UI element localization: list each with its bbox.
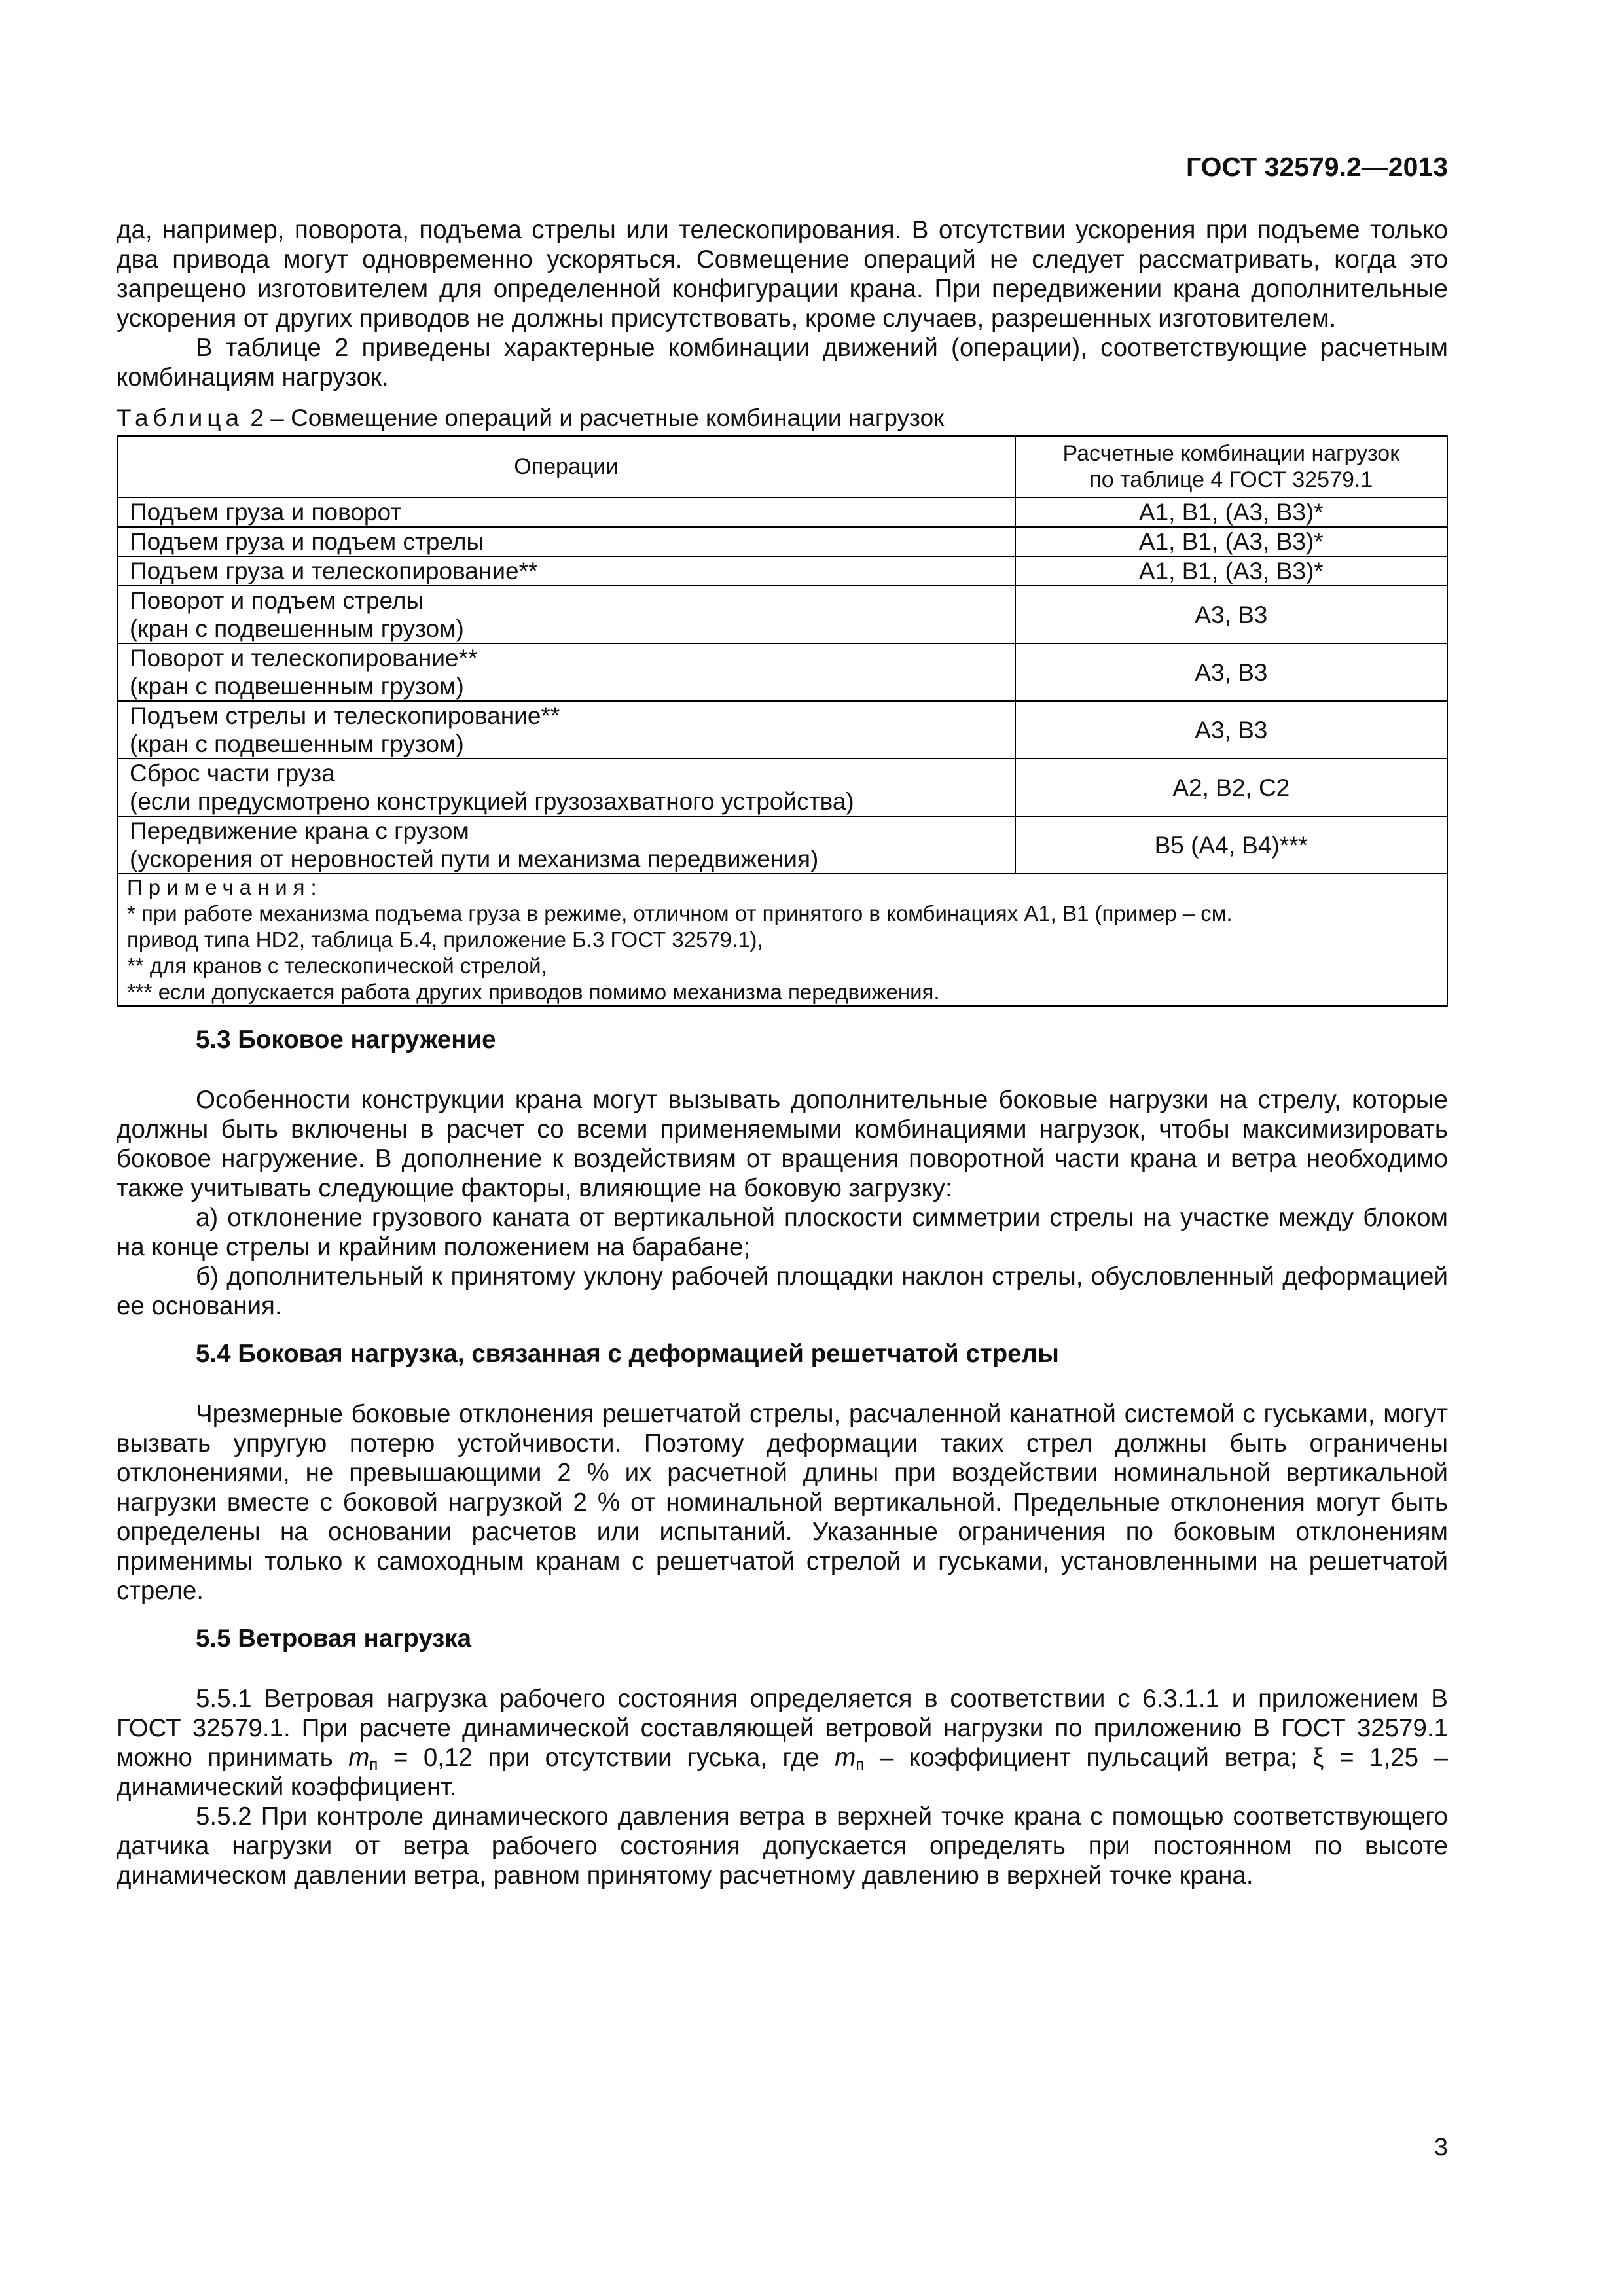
table-row xyxy=(117,643,1447,701)
header-operations: Операции xyxy=(117,436,1015,497)
section-5-3-paragraph: Особенности конструкции крана могут вызывать дополнительные боковые нагрузки на стрелу, которые должны быть включены в расчет со всеми применяемыми комбинациями нагрузок, чтобы максимизировать боковое нагружение. В дополнение к воздействиям от вращения поворотной части крана и ветра необходимо также учитывать следующие факторы, влияющие на боковую загрузку: xyxy=(117,1086,1448,1202)
table-cell-operation xyxy=(117,701,1015,759)
table-cell-operation xyxy=(117,643,1015,701)
section-5-5-1-paragraph xyxy=(117,1684,1448,1802)
operation-line-1: Передвижение крана с грузом xyxy=(130,817,469,844)
operation-line-1: Сброс части груза xyxy=(130,760,335,787)
operation-line-2: (если предусмотрено конструкцией грузозахватного устройства) xyxy=(130,788,854,815)
symbol-m: m xyxy=(835,1744,856,1772)
section-5-5-2-paragraph: 5.5.2 При контроле динамического давления ветра в верхней точке крана с помощью соответствующего датчика нагрузки от ветра рабочего состояния допускается определять при постоянном по высоте динамическом давлении ветра, равном принятому расчетному давлению в верхней точке крана. xyxy=(117,1803,1448,1890)
table-cell-operation: Подъем груза и телескопирование** xyxy=(117,556,1015,586)
text-run: 5.5.1 Ветровая нагрузка рабочего состояния определяется в соответствии с 6.3.1.1 и приложением В ГОСТ 32579.1. При расчете динамической составляющей ветровой нагрузки по приложению В ГОСТ 32579.1 можно принимать xyxy=(117,1685,1448,1772)
note-3: *** если допускается работа других приводов помимо механизма передвижения. xyxy=(127,980,940,1004)
table-header-row xyxy=(117,436,1447,497)
table-cell-combination: A1, B1, (A3, B3)* xyxy=(1015,556,1447,586)
table-cell-operation xyxy=(117,759,1015,816)
text-run: – коэффициент пульсаций ветра; ξ = 1,25 – динамический коэффициент. xyxy=(117,1744,1448,1801)
table-cell-combination: A3, B3 xyxy=(1015,701,1447,759)
section-5-5-heading: 5.5 Ветровая нагрузка xyxy=(196,1624,471,1653)
table-row xyxy=(117,586,1447,643)
table-row xyxy=(117,759,1447,816)
page-number: 3 xyxy=(1434,2134,1448,2161)
intro-paragraph-1: да, например, поворота, подъема стрелы или телескопирования. В отсутствии ускорения при подъеме только два привода могут одновременно ускоряться. Совмещение операций не следует рассматривать, когда это запрещено изготовителем для определенной конфигурации крана. При передвижении крана дополнительные ускорения от других приводов не должны присутствовать, кроме случаев, разрешенных изготовителем. xyxy=(117,216,1448,332)
section-5-3-item-b: б) дополнительный к принятому уклону рабочей площадки наклон стрелы, обусловленный деформацией ее основания. xyxy=(117,1263,1448,1320)
spacer xyxy=(117,1369,1448,1399)
table-caption-title: 2 – Совмещение операций и расчетные комбинации нагрузок xyxy=(244,404,945,431)
table-cell-combination: B5 (A4, B4)*** xyxy=(1015,816,1447,874)
section-5-4-paragraph: Чрезмерные боковые отклонения решетчатой стрелы, расчаленной канатной системой с гуськами, могут вызвать упругую потерю устойчивости. Поэтому деформации таких стрел должны быть ограничены отклонениями, не превышающими 2 % их расчетной длины при воздействии номинальной вертикальной нагрузки вместе с боковой нагрузкой 2 % от номинальной вертикальной. Предельные отклонения могут быть определены на основании расчетов или испытаний. Указанные ограничения по боковым отклонениям применимы только к самоходным кранам с решетчатой стрелой и гуськами, установленными на решетчатой стреле. xyxy=(117,1400,1448,1605)
header-load-combinations xyxy=(1015,436,1447,497)
operation-line-1: Поворот и телескопирование** xyxy=(130,645,478,672)
note-1-line-2: привод типа HD2, таблица Б.4, приложение Б.3 ГОСТ 32579.1), xyxy=(127,927,763,952)
table-row xyxy=(117,527,1447,556)
table-cell-combination: A3, B3 xyxy=(1015,643,1447,701)
text-run: = 0,12 при отсутствии гуська, где xyxy=(378,1744,835,1772)
operation-line-1: Поворот и подъем стрелы xyxy=(130,587,424,614)
table-notes xyxy=(117,874,1447,1006)
spacer xyxy=(117,1054,1448,1085)
section-5-3-heading: 5.3 Боковое нагружение xyxy=(196,1026,496,1054)
subscript-p: п xyxy=(369,1756,378,1774)
table-cell-operation xyxy=(117,816,1015,874)
subscript-p: п xyxy=(856,1756,865,1774)
operations-table xyxy=(117,435,1448,1007)
operation-line-1: Подъем стрелы и телескопирование** xyxy=(130,702,560,729)
table-notes-row xyxy=(117,874,1447,1006)
spacer xyxy=(117,1653,1448,1684)
notes-title: Примечания: xyxy=(127,875,323,899)
spacer xyxy=(117,1321,1448,1339)
table-row xyxy=(117,497,1447,527)
table-cell-combination: A1, B1, (A3, B3)* xyxy=(1015,497,1447,527)
table-cell-operation xyxy=(117,586,1015,643)
table-row xyxy=(117,556,1447,586)
document-designation: ГОСТ 32579.2—2013 xyxy=(1185,152,1448,182)
symbol-m: m xyxy=(348,1744,370,1772)
section-5-4-heading: 5.4 Боковая нагрузка, связанная с деформацией решетчатой стрелы xyxy=(196,1340,1059,1368)
table-caption xyxy=(117,403,1448,433)
header-load-combinations-line-1: Расчетные комбинации нагрузок xyxy=(1062,441,1400,466)
spacer xyxy=(117,1605,1448,1624)
table-row xyxy=(117,816,1447,874)
table-cell-operation: Подъем груза и подъем стрелы xyxy=(117,527,1015,556)
note-1-line-1: * при работе механизма подъема груза в режиме, отличном от принятого в комбинациях A1, B1 (пример – см. xyxy=(127,901,1233,925)
operation-line-2: (кран с подвешенным грузом) xyxy=(130,615,464,642)
operation-line-2: (кран с подвешенным грузом) xyxy=(130,673,464,700)
table-caption-word: Таблица xyxy=(117,404,244,431)
intro-paragraph-2: В таблице 2 приведены характерные комбинации движений (операции), соответствующие расчетным комбинациям нагрузок. xyxy=(117,334,1448,391)
header-load-combinations-line-2: по таблице 4 ГОСТ 32579.1 xyxy=(1089,467,1373,492)
table-cell-combination: A3, B3 xyxy=(1015,586,1447,643)
operation-line-2: (кран с подвешенным грузом) xyxy=(130,730,464,757)
table-cell-combination: A2, B2, C2 xyxy=(1015,759,1447,816)
page-content xyxy=(117,215,1448,1890)
table-row xyxy=(117,701,1447,759)
note-2: ** для кранов с телескопической стрелой, xyxy=(127,954,547,978)
table-cell-combination: A1, B1, (A3, B3)* xyxy=(1015,527,1447,556)
spacer xyxy=(117,1007,1448,1025)
table-cell-operation: Подъем груза и поворот xyxy=(117,497,1015,527)
operation-line-2: (ускорения от неровностей пути и механизма передвижения) xyxy=(130,846,819,872)
section-5-3-item-a: а) отклонение грузового каната от вертикальной плоскости симметрии стрелы на участке между блоком на конце стрелы и крайним положением на барабане; xyxy=(117,1204,1448,1261)
